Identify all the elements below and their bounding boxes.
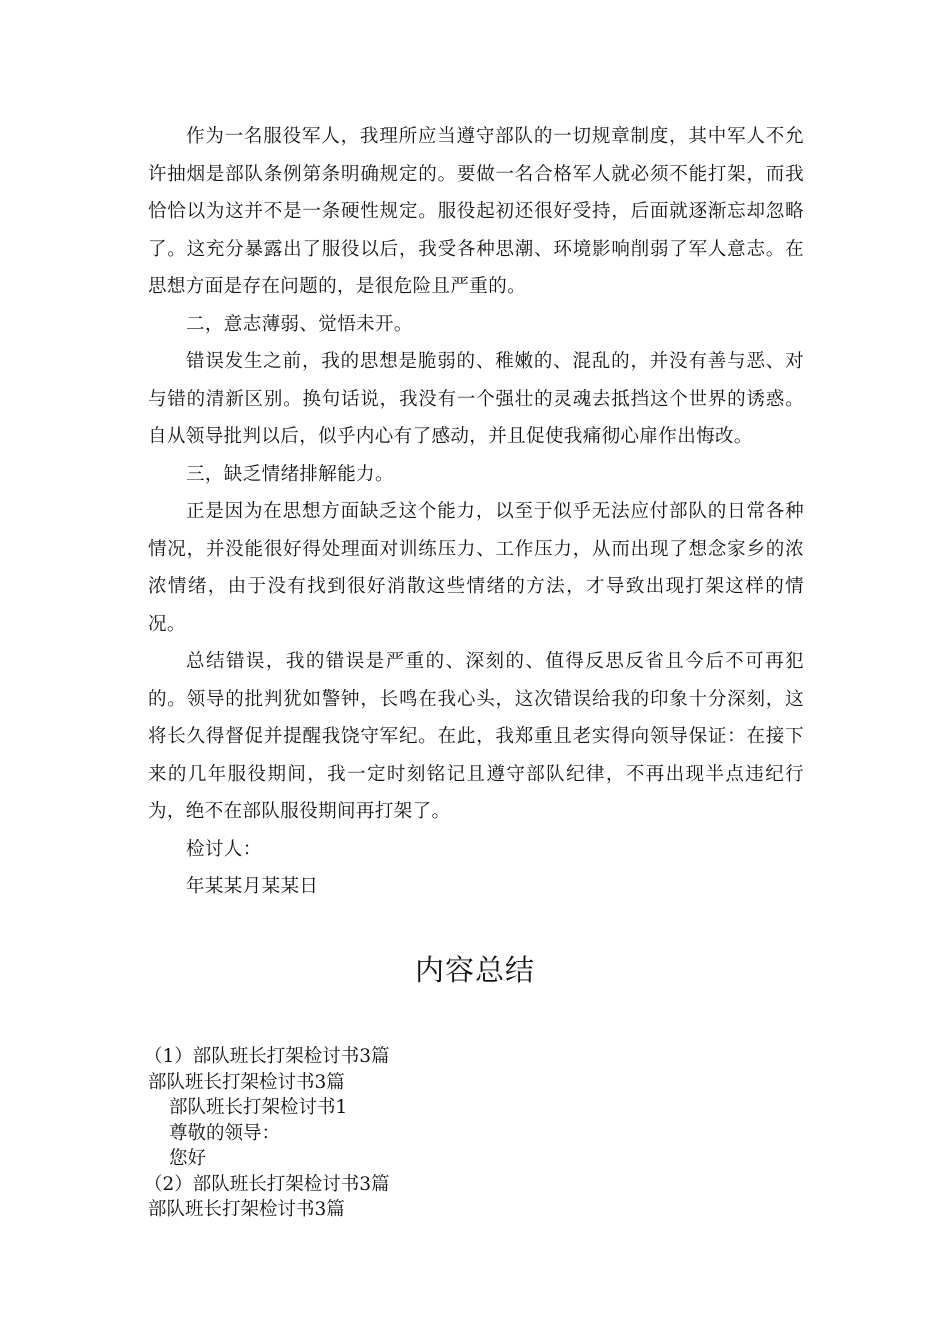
summary-line: 部队班长打架检讨书3篇: [148, 1199, 345, 1220]
paragraph-3: 正是因为在思想方面缺乏这个能力，以至于似乎无法应付部队的日常各种情况，并没能很好得处理面对训练压力、工作压力，从而出现了想念家乡的浓浓情绪，由于没有找到很好消散这些情绪的方法，才导致出现打架这样的情况。: [148, 501, 804, 635]
section-heading-2: 二，意志薄弱、觉悟未开。: [186, 313, 413, 335]
summary-line: 尊敬的领导：: [169, 1122, 281, 1144]
summary-line: 部队班长打架检讨书3篇: [148, 1071, 345, 1093]
summary-line: 部队班长打架检讨书1: [169, 1097, 348, 1118]
section-heading-3: 三，缺乏情绪排解能力。: [186, 463, 394, 485]
summary-line: （1）部队班长打架检讨书3篇: [144, 1046, 390, 1067]
signatory-label: 检讨人：: [186, 838, 262, 860]
summary-list: [144, 1044, 748, 1223]
summary-line: （2）部队班长打架检讨书3篇: [144, 1173, 390, 1195]
summary-title: 内容总结: [414, 953, 535, 987]
document-body: [148, 118, 804, 906]
summary-line: 您好: [169, 1148, 207, 1169]
paragraph-1: 作为一名服役军人，我理所应当遵守部队的一切规章制度，其中军人不允许抽烟是部队条例第条明确规定的。要做一名合格军人就必须不能打架，而我恰恰以为这并不是一条硬性规定。服役起初还很好受持，后面就逐渐忘却忽略了。这充分暴露出了服役以后，我受各种思潮、环境影响削弱了军人意志。在思想方面是存在问题的，是很危险且严重的。: [148, 126, 804, 297]
paragraph-conclusion: 总结错误，我的错误是严重的、深刻的、值得反思反省且今后不可再犯的。领导的批判犹如警钟，长鸣在我心头，这次错误给我的印象十分深刻，这将长久得督促并提醒我饶守军纪。在此，我郑重且老实得向领导保证：在接下来的几年服役期间，我一定时刻铭记且遵守部队纪律，不再出现半点违纪行为，绝不在部队服役期间再打架了。: [148, 651, 804, 822]
paragraph-2: 错误发生之前，我的思想是脆弱的、稚嫩的、混乱的，并没有善与恶、对与错的清新区别。换句话说，我没有一个强壮的灵魂去抵挡这个世界的诱惑。自从领导批判以后，似乎内心有了感动，并且促使我痛彻心扉作出悔改。: [148, 351, 804, 447]
date-line: 年某某月某某日: [186, 876, 319, 897]
